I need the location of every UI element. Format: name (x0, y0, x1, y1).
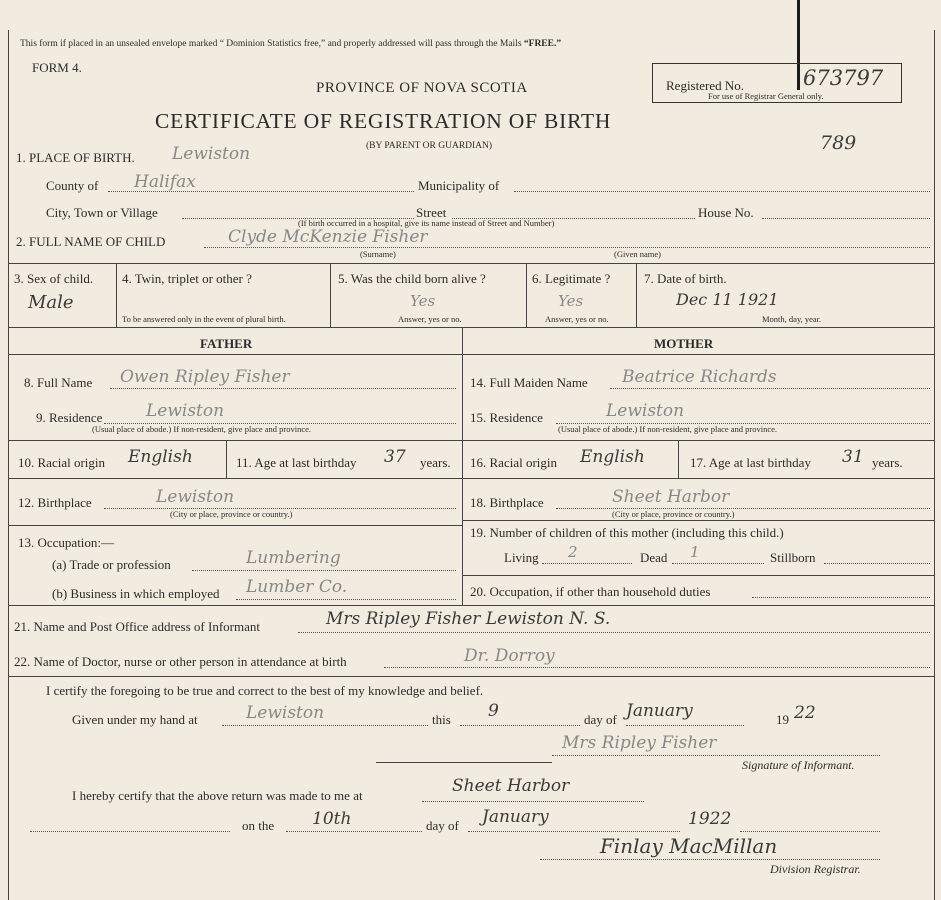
mother-residence-note: (Usual place of abode.) If non-resident, give place and province. (558, 424, 778, 434)
divider (8, 605, 934, 606)
divider (8, 478, 462, 479)
house-line (762, 218, 930, 219)
divider (8, 525, 462, 526)
registrar-year-value: 1922 (688, 809, 732, 829)
house-label: House No. (698, 205, 754, 220)
field-line (286, 831, 422, 832)
street-note: (If birth occurred in a hospital, give its name instead of Street and Number) (298, 218, 555, 228)
informant-signature: Mrs Ripley Fisher (562, 733, 717, 753)
divider (8, 263, 934, 264)
on-the-label: on the (242, 818, 275, 833)
given-month-value: January (626, 701, 693, 721)
surname-caption: (Surname) (360, 249, 396, 259)
divider (462, 440, 934, 441)
living-value: 2 (568, 543, 578, 561)
field-line (384, 667, 930, 668)
dob-label: 7. Date of birth. (644, 271, 727, 286)
mother-racial-value: English (580, 447, 645, 467)
field-line (672, 563, 764, 564)
cell-divider (678, 440, 679, 478)
father-residence-value: Lewiston (146, 401, 225, 421)
registered-note: For use of Registrar General only. (708, 91, 824, 101)
year-prefix: 19 (776, 712, 789, 727)
registrar-signature: Finlay MacMillan (600, 834, 778, 858)
divider (376, 762, 552, 763)
sex-label: 3. Sex of child. (14, 271, 94, 286)
divider (8, 440, 462, 441)
legitimate-note: Answer, yes or no. (545, 314, 609, 324)
city-label: City, Town or Village (46, 205, 158, 220)
divider (462, 520, 934, 521)
given-label: Given under my hand at (72, 712, 198, 727)
cell-divider (636, 263, 637, 327)
certify-statement: I certify the foregoing to be true and correct to the best of my knowledge and belief. (46, 683, 484, 698)
signature-caption: Signature of Informant. (742, 758, 855, 772)
dob-note: Month, day, year. (762, 314, 822, 324)
child-name-label: 2. FULL NAME OF CHILD (16, 234, 166, 249)
legitimate-value: Yes (558, 292, 584, 310)
twin-note: To be answered only in the event of plural birth. (122, 314, 286, 324)
this-label: this (432, 712, 451, 727)
field-line (740, 831, 880, 832)
field-line (610, 388, 930, 389)
corner-mark: 789 (820, 132, 857, 154)
dob-value: Dec 11 1921 (676, 290, 779, 309)
place-of-birth-value: Lewiston (172, 144, 251, 164)
given-day-of-label: day of (584, 712, 617, 727)
given-place-value: Lewiston (246, 703, 325, 723)
registrar-place-value: Sheet Harbor (452, 776, 570, 796)
alive-note: Answer, yes or no. (398, 314, 462, 324)
father-racial-value: English (128, 447, 193, 467)
county-value: Halifax (134, 172, 196, 192)
alive-label: 5. Was the child born alive ? (338, 271, 486, 286)
given-name-caption: (Given name) (614, 249, 661, 259)
legitimate-label: 6. Legitimate ? (532, 271, 611, 286)
registrar-day-value: 10th (312, 809, 352, 829)
page-subtitle: (BY PARENT OR GUARDIAN) (366, 141, 493, 151)
field-line (222, 725, 428, 726)
signature-line (552, 755, 880, 756)
field-line (298, 632, 930, 633)
mailing-notice: This form if placed in an unsealed envelope marked “ Dominion Statistics free,” and properly addressed will pass through the Mails “FREE.” (20, 39, 562, 49)
divider (462, 478, 934, 479)
field-line (110, 388, 456, 389)
child-name-line (204, 247, 930, 248)
place-of-birth-label: 1. PLACE OF BIRTH. (16, 150, 135, 165)
father-residence-label: 9. Residence (36, 410, 103, 425)
field-line (236, 599, 456, 600)
mother-heading: MOTHER (654, 336, 714, 351)
given-year-value: 22 (794, 703, 816, 723)
children-label: 19. Number of children of this mother (including this child.) (470, 525, 784, 540)
father-name-value: Owen Ripley Fisher (120, 367, 290, 387)
trade-label: (a) Trade or profession (52, 557, 171, 572)
cell-divider (526, 263, 527, 327)
sex-value: Male (28, 292, 74, 313)
field-line (542, 563, 632, 564)
twin-label: 4. Twin, triplet or other ? (122, 271, 252, 286)
mother-occupation-label: 20. Occupation, if other than household duties (470, 584, 711, 599)
county-label: County of (46, 178, 99, 193)
mother-age-label: 17. Age at last birthday (690, 455, 811, 470)
parents-divider (462, 327, 463, 605)
left-border (8, 30, 9, 900)
mother-name-value: Beatrice Richards (622, 367, 777, 387)
father-birthplace-note: (City or place, province or country.) (170, 509, 293, 519)
dead-label: Dead (640, 550, 668, 565)
divider (462, 575, 934, 576)
cell-divider (330, 263, 331, 327)
field-line (30, 831, 230, 832)
mother-name-label: 14. Full Maiden Name (470, 375, 588, 390)
registrar-day-of-label: day of (426, 818, 459, 833)
stillborn-label: Stillborn (770, 550, 816, 565)
business-value: Lumber Co. (246, 577, 348, 597)
informant-value: Mrs Ripley Fisher Lewiston N. S. (326, 609, 611, 629)
divider (8, 676, 934, 677)
father-birthplace-value: Lewiston (156, 487, 235, 507)
business-label: (b) Business in which employed (52, 586, 220, 601)
informant-label: 21. Name and Post Office address of Informant (14, 619, 260, 634)
signature-line (540, 859, 880, 860)
registered-number: 673797 (803, 66, 884, 90)
mother-residence-label: 15. Residence (470, 410, 543, 425)
mother-age-value: 31 (842, 447, 864, 467)
mother-racial-label: 16. Racial origin (470, 455, 558, 470)
father-age-value: 37 (384, 447, 406, 467)
dead-value: 1 (690, 543, 700, 561)
field-line (422, 801, 644, 802)
father-residence-note: (Usual place of abode.) If non-resident, give place and province. (92, 424, 312, 434)
page-title: CERTIFICATE OF REGISTRATION OF BIRTH (155, 109, 612, 133)
trade-value: Lumbering (246, 548, 341, 568)
field-line (192, 570, 456, 571)
right-border (934, 30, 935, 900)
living-label: Living (504, 550, 539, 565)
father-birthplace-label: 12. Birthplace (18, 495, 92, 510)
mother-residence-value: Lewiston (606, 401, 685, 421)
alive-value: Yes (410, 292, 436, 310)
municipality-line (514, 191, 930, 192)
father-racial-label: 10. Racial origin (18, 455, 106, 470)
mother-years-label: years. (872, 455, 903, 470)
cell-divider (116, 263, 117, 327)
father-name-label: 8. Full Name (24, 375, 93, 390)
mother-birthplace-note: (City or place, province or country.) (612, 509, 735, 519)
occupation-label: 13. Occupation:— (18, 535, 115, 550)
mother-birthplace-value: Sheet Harbor (612, 487, 730, 507)
mother-birthplace-label: 18. Birthplace (470, 495, 544, 510)
father-heading: FATHER (200, 336, 253, 351)
field-line (752, 597, 930, 598)
doctor-label: 22. Name of Doctor, nurse or other person in attendance at birth (14, 654, 347, 669)
registrar-title: Division Registrar. (770, 862, 861, 876)
father-age-label: 11. Age at last birthday (236, 455, 357, 470)
field-line (468, 831, 680, 832)
divider (8, 327, 934, 328)
registered-box (652, 63, 902, 103)
child-name-value: Clyde McKenzie Fisher (228, 227, 428, 247)
registered-label: Registered No. (666, 78, 744, 93)
field-line (824, 563, 930, 564)
form-number: FORM 4. (32, 60, 82, 75)
street-label: Street (416, 205, 447, 220)
cell-divider (226, 440, 227, 478)
registrar-statement: I hereby certify that the above return was made to me at (72, 788, 363, 803)
field-line (460, 725, 580, 726)
municipality-label: Municipality of (418, 178, 500, 193)
registrar-month-value: January (482, 807, 549, 827)
doctor-value: Dr. Dorroy (464, 646, 555, 666)
divider (8, 354, 934, 355)
father-years-label: years. (420, 455, 451, 470)
given-day-value: 9 (488, 701, 499, 721)
province-heading: PROVINCE OF NOVA SCOTIA (316, 80, 528, 96)
field-line (626, 725, 744, 726)
